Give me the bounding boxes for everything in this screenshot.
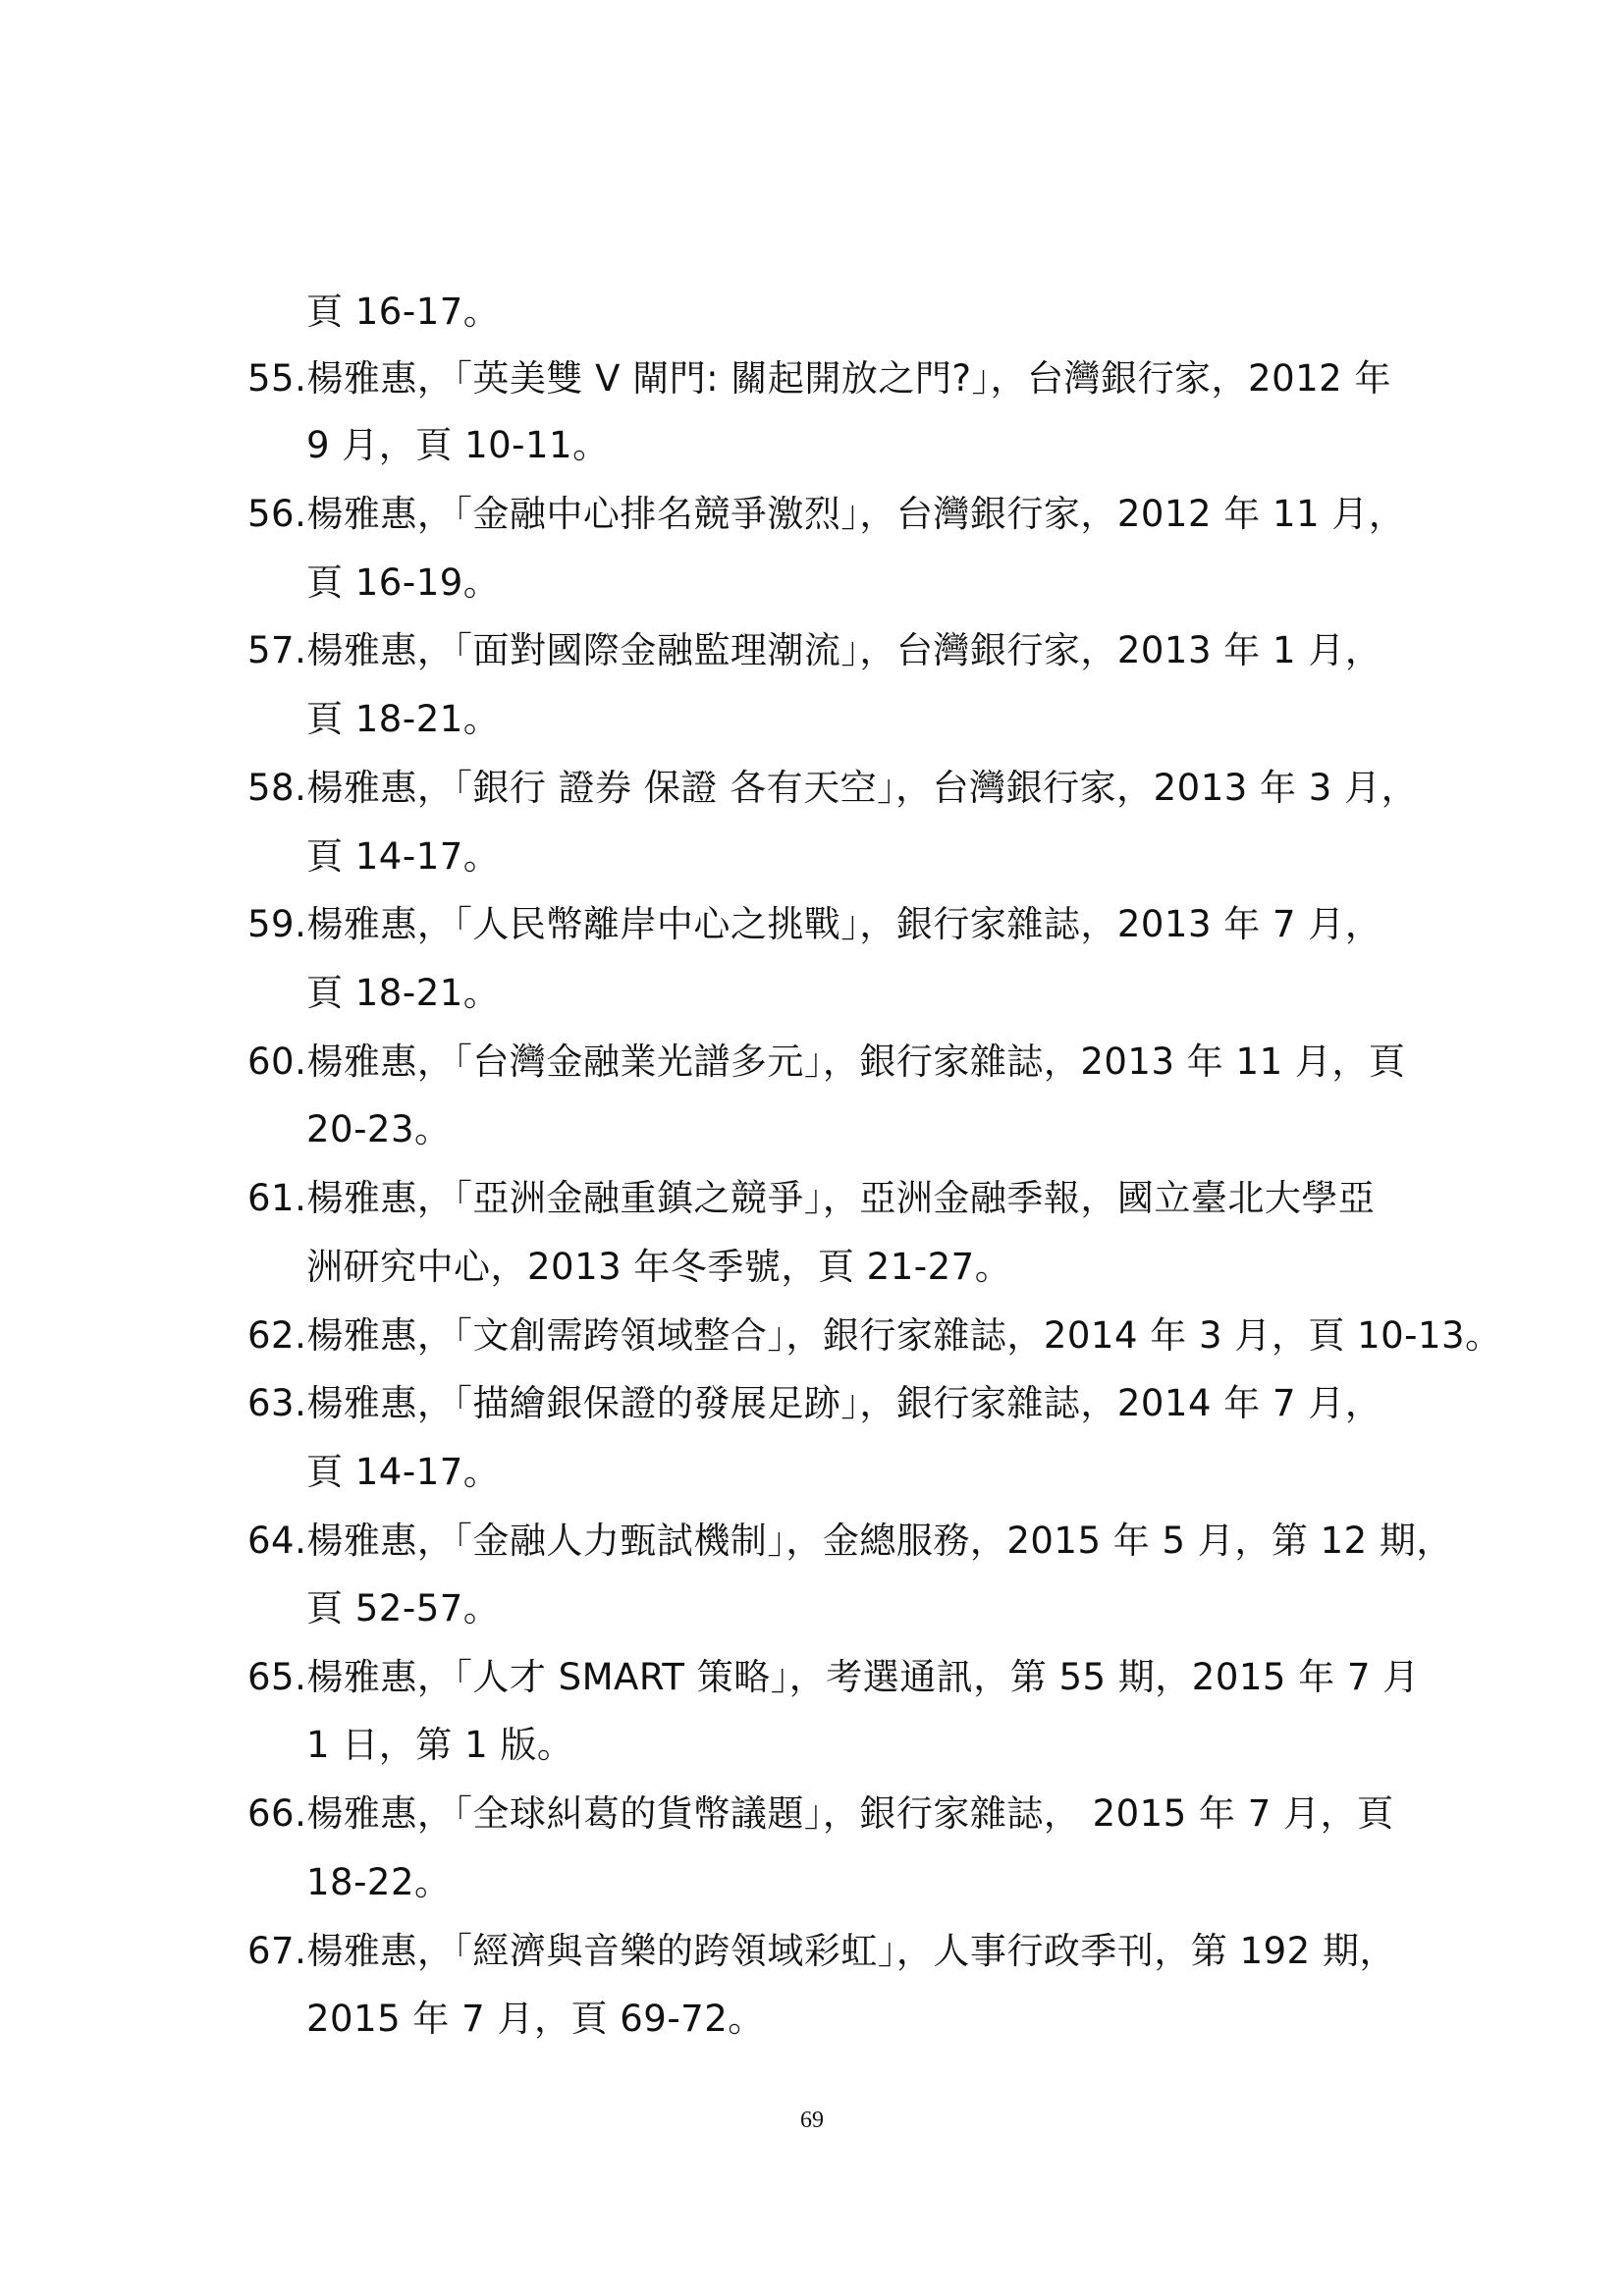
text-line-25: 67.楊雅惠，「經濟與音樂的跨領域彩虹」，人事行政季刊，第 192 期，	[247, 1930, 1396, 1972]
text-line-8: 58.楊雅惠，「銀行 證券 保證 各有天空」，台灣銀行家，2013 年 3 月，	[247, 767, 1419, 809]
page-number: 69	[800, 2108, 824, 2133]
text-line-6: 57.楊雅惠，「面對國際金融監理潮流」，台灣銀行家，2013 年 1 月，	[247, 629, 1382, 671]
text-line-4: 56.楊雅惠，「金融中心排名競爭激烈」，台灣銀行家，2012 年 11 月，	[247, 493, 1406, 535]
text-line-19: 64.楊雅惠，「金融人力甄試機制」，金總服務，2015 年 5 月，第 12 期，	[247, 1520, 1453, 1562]
text-line-9: 頁 14-17。	[306, 835, 501, 878]
text-line-15: 洲研究中心，2013 年冬季號，頁 21-27。	[306, 1246, 1012, 1288]
text-line-12: 60.楊雅惠，「台灣金融業光譜多元」，銀行家雜誌，2013 年 11 月，頁	[247, 1041, 1406, 1083]
text-line-24: 18-22。	[306, 1861, 452, 1903]
text-line-7: 頁 18-21。	[306, 698, 501, 740]
text-line-17: 63.楊雅惠，「描繪銀保證的發展足跡」，銀行家雜誌，2014 年 7 月，	[247, 1382, 1382, 1424]
text-line-18: 頁 14-17。	[306, 1451, 501, 1493]
text-line-14: 61.楊雅惠，「亞洲金融重鎮之競爭」，亞洲金融季報，國立臺北大學亞	[247, 1177, 1376, 1219]
text-line-23: 66.楊雅惠，「全球糾葛的貨幣議題」，銀行家雜誌， 2015 年 7 月，頁	[247, 1792, 1394, 1835]
text-line-16: 62.楊雅惠，「文創需跨領域整合」，銀行家雜誌，2014 年 3 月，頁 10-13。	[247, 1314, 1502, 1357]
text-line-20: 頁 52-57。	[306, 1587, 501, 1629]
text-line-10: 59.楊雅惠，「人民幣離岸中心之挑戰」，銀行家雜誌，2013 年 7 月，	[247, 903, 1382, 945]
text-line-1: 頁 16-17。	[306, 291, 501, 333]
text-line-5: 頁 16-19。	[306, 561, 501, 604]
text-line-13: 20-23。	[306, 1108, 452, 1150]
text-line-22: 1 日，第 1 版。	[306, 1724, 574, 1766]
text-line-11: 頁 18-21。	[306, 972, 501, 1014]
text-line-21: 65.楊雅惠，「人才 SMART 策略」，考選通訊，第 55 期，2015 年 7 月	[247, 1656, 1420, 1698]
text-line-3: 9 月，頁 10-11。	[306, 424, 610, 466]
text-line-26: 2015 年 7 月，頁 69-72。	[306, 1998, 765, 2040]
text-line-2: 55.楊雅惠，「英美雙 V 閘門: 關起開放之門?」，台灣銀行家，2012 年	[247, 357, 1391, 400]
